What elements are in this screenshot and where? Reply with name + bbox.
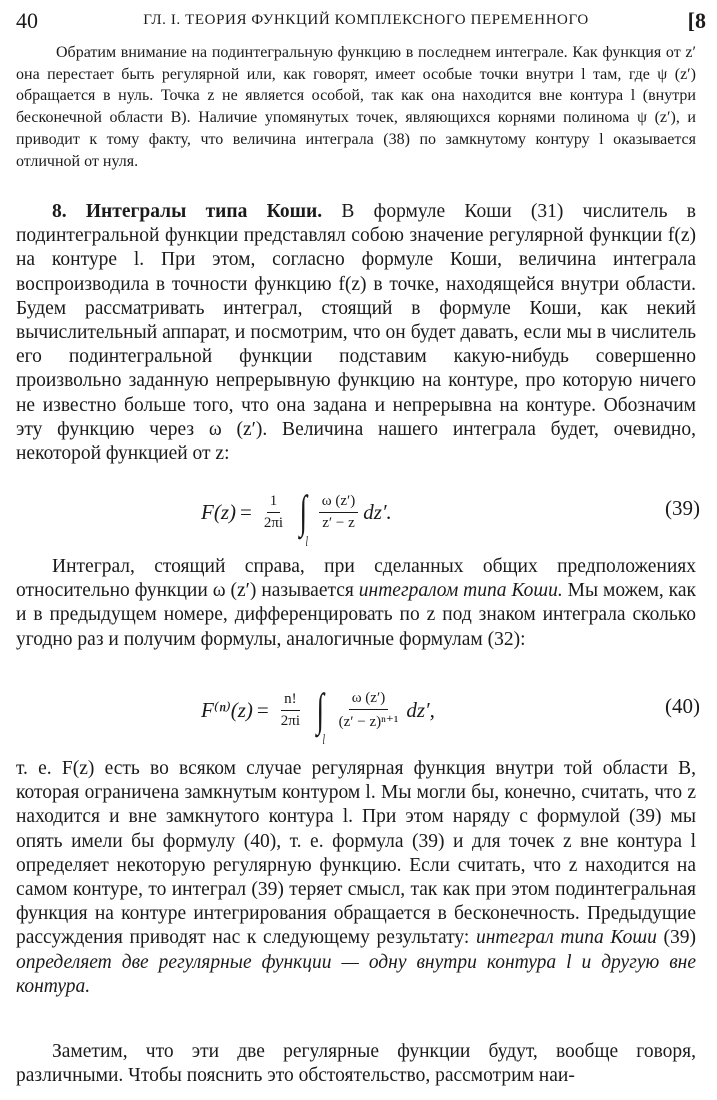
formula-39: [16, 472, 700, 552]
paragraph-section-8: [16, 200, 696, 466]
section-8-text: В формуле Коши (31) числитель в подинтегральной функции представлял собою значение регулярной функции f(z) на контуре l. При этом, согласно формуле Коши, величина интеграла воспроизводила в точности функцию f(z) в точке, находящейся внутри области. Будем рассматривать интеграл, стоящий в формуле Коши, как некий вычислительный аппарат, и посмотрим, что он будет давать, если мы в числитель его подинтегральной функции подставим какую-нибудь совершенно произвольно заданную непрерывную функцию на контуре, про которую ничего не известно больше того, что она задана и непрерывна на контуре. Обозначим эту функцию через ω (z′). Величина нашего интеграла будет, очевидно, некоторой функцией от z:: [16, 201, 696, 465]
paragraph-closing: Заметим, что эти две регулярные функции будут, вообще говоря, различными. Чтобы пояснить это обстоятельство, рассмотрим наи-: [16, 1041, 696, 1087]
formula-39-label: (39): [665, 496, 700, 520]
formula-39-frac-num: ω (z′): [319, 493, 359, 513]
formula-39-coef-num: 1: [267, 493, 281, 513]
formula-39-frac-den: z′ − z: [322, 514, 355, 531]
formula-40-body: [201, 670, 435, 750]
formula-39-equals: =: [240, 499, 252, 524]
formula-40-lhs: F⁽ⁿ⁾(z): [201, 697, 253, 722]
term-cauchy-type-integral: интегралом типа Коши.: [358, 580, 563, 602]
integral-sign: ∫ l: [316, 684, 326, 748]
formula-40-integrand: [336, 690, 402, 731]
paragraph-4-text-1: т. е. F(z) есть во всяком случае регулярная функция внутри той области B, которая ограничена замкнутым контуром l. Мы могли бы, конечно, считать, что z находится и вне замкнутого контура l. При этом наряду с формулой (39) мы опять имели бы формулу (40), т. е. формула (39) и для точек z вне контура l определяет некоторую регулярную функцию. Если считать, что z находится на самом контуре, то интеграл (39) теряет смысл, так как при этом подинтегральная функция на контуре интегрирования обращается в бесконечность. Предыдущие рассуждения приводят нас к следующему результату:: [16, 758, 696, 949]
paragraph-3-text-1: Интеграл, стоящий справа, при сделанных общих предположениях относительно функции ω (z′) называется: [16, 556, 696, 602]
contour-label: l: [305, 534, 309, 550]
theorem-statement: определяет две регулярные функции — одну внутри контура l и другую вне контура.: [16, 951, 696, 997]
paragraph-regular-functions: [16, 757, 696, 999]
integral-sign: ∫ l: [299, 486, 309, 550]
term-cauchy-type: интеграл типа Коши: [475, 927, 657, 949]
formula-40-label: (40): [665, 694, 700, 718]
formula-39-lhs: F(z): [201, 499, 236, 524]
formula-40-frac-num: ω (z′): [349, 690, 389, 710]
page-number: 40: [16, 8, 38, 33]
paragraph-cauchy-type: [16, 555, 696, 652]
contour-label: l: [322, 732, 326, 748]
formula-39-integrand: [319, 493, 359, 532]
formula-40-tail: dz′,: [406, 697, 435, 722]
paragraph-4-text-2: (39): [656, 927, 697, 949]
formula-40-coefficient: [278, 691, 303, 730]
formula-39-coefficient: [261, 493, 286, 532]
formula-40-equals: =: [256, 697, 269, 722]
formula-39-tail: dz′.: [363, 499, 392, 524]
section-mark: [8: [687, 8, 706, 33]
formula-39-coef-den: 2πi: [263, 514, 284, 531]
formula-40: [16, 670, 700, 750]
section-heading: 8. Интегралы типа Коши.: [52, 201, 323, 222]
running-title: ГЛ. I. ТЕОРИЯ ФУНКЦИЙ КОМПЛЕКСНОГО ПЕРЕМЕННОГО: [143, 12, 589, 28]
paragraph-intro: Обратим внимание на подинтегральную функцию в последнем интеграле. Как функция от z′ она перестает быть регулярной или, как говорят, имеет особые точки внутри l там, где ψ (z′) обращается в нуль. Точка z не является особой, так как она находится вне контура l (внутри бесконечной области B). Наличие упомянутых точек, являющихся корнями полинома ψ (z′), и приводит к тому факту, что величина интеграла (38) по замкнутому контуру l оказывается отличной от нуля.: [16, 44, 696, 170]
paragraph-3-text-2: Мы можем, как и в предыдущем номере, дифференцировать по z под знаком интеграла сколько угодно раз и получим формулы, аналогичные формулам (32):: [16, 580, 696, 650]
formula-39-body: [201, 472, 392, 552]
formula-40-frac-den: (z′ − z)ⁿ⁺¹: [338, 713, 399, 730]
formula-40-coef-den: 2πi: [280, 712, 301, 729]
page-header: [16, 8, 706, 38]
formula-40-coef-num: n!: [281, 691, 300, 711]
